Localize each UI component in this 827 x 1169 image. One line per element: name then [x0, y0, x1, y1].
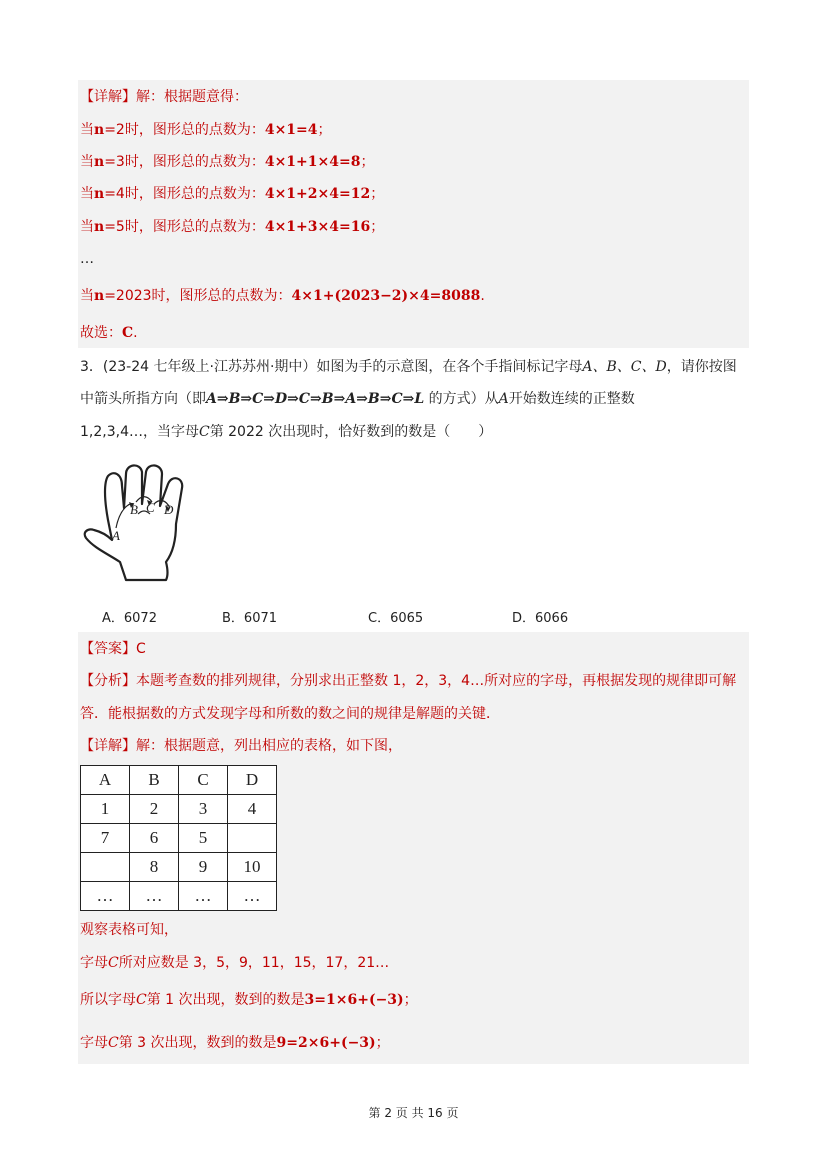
- analysis-line-2: 答．能根据数的方式发现字母和所数的数之间的规律是解题的关键．: [80, 706, 500, 722]
- table-cell: …: [130, 882, 179, 911]
- table-cell: 3: [179, 795, 228, 824]
- hand-label-c: C: [146, 500, 155, 515]
- hand-figure: [80, 458, 208, 586]
- table-cell: B: [130, 766, 179, 795]
- table-cell: D: [228, 766, 277, 795]
- ellipsis: …: [80, 251, 94, 267]
- table-cell: [81, 853, 130, 882]
- table-cell: 7: [81, 824, 130, 853]
- table-cell: A: [81, 766, 130, 795]
- table-cell: 9: [179, 853, 228, 882]
- option-a: A．6072: [102, 611, 157, 626]
- question-line-2: 中箭头所指方向（即A⇒B⇒C⇒D⇒C⇒B⇒A⇒B⇒C⇒L 的方式）从A开始数连续的正整数: [80, 391, 635, 407]
- c-values-line: 字母C所对应数是 3，5，9，11，15，17，21…: [80, 955, 390, 971]
- table-cell: 8: [130, 853, 179, 882]
- hand-label-a: A: [112, 528, 120, 543]
- case-line-2023: 当n=2023时，图形总的点数为：4×1+(2023−2)×4=8088.: [80, 288, 485, 304]
- table-row: [81, 882, 277, 911]
- table-cell: 10: [228, 853, 277, 882]
- case-line-1: 当n=2时，图形总的点数为：4×1=4；: [80, 122, 332, 138]
- first-occurrence-line: 所以字母C第 1 次出现，数到的数是3=1×6+(−3)；: [80, 992, 418, 1008]
- table-cell: 2: [130, 795, 179, 824]
- table-cell: 1: [81, 795, 130, 824]
- table-cell: C: [179, 766, 228, 795]
- detail-line: 【详解】解：根据题意，列出相应的表格，如下图，: [80, 738, 402, 754]
- case-line-2: 当n=3时，图形总的点数为：4×1+1×4=8；: [80, 154, 375, 170]
- table-row: [81, 795, 277, 824]
- observe-line: 观察表格可知，: [80, 922, 178, 938]
- option-b: B．6071: [222, 611, 278, 626]
- analysis-line-1: 【分析】本题考查数的排列规律，分别求出正整数 1，2，3，4…所对应的字母，再根据发现的规律即可解: [80, 673, 737, 689]
- hand-label-d: D: [164, 502, 174, 517]
- table-row: [81, 853, 277, 882]
- case-line-4: 当n=5时，图形总的点数为：4×1+3×4=16；: [80, 219, 385, 235]
- table-cell: …: [228, 882, 277, 911]
- option-c: C．6065: [368, 611, 424, 626]
- table-cell: 4: [228, 795, 277, 824]
- option-d: D．6066: [512, 611, 569, 626]
- third-occurrence-line: 字母C第 3 次出现，数到的数是9=2×6+(−3)；: [80, 1035, 390, 1051]
- case-line-3: 当n=4时，图形总的点数为：4×1+2×4=12；: [80, 186, 385, 202]
- answer-line: 【答案】C: [80, 641, 146, 657]
- table-row: [81, 766, 277, 795]
- choice-line: 故选：C.: [80, 325, 138, 341]
- question-line-1: 3．(23-24 七年级上·江苏苏州·期中）如图为手的示意图，在各个手指间标记字母A、B、C、D，请你按图: [80, 359, 737, 375]
- table-cell: 6: [130, 824, 179, 853]
- table-cell: …: [81, 882, 130, 911]
- table-cell: …: [179, 882, 228, 911]
- table-cell: 5: [179, 824, 228, 853]
- page-footer: 第 2 页 共 16 页: [368, 1106, 459, 1120]
- hand-label-b: B: [130, 502, 138, 517]
- table-cell: [228, 824, 277, 853]
- count-table: [80, 765, 277, 911]
- question-line-3: 1,2,3,4…，当字母C第 2022 次出现时，恰好数到的数是（ ）: [80, 424, 493, 440]
- detail-heading: 【详解】解：根据题意得：: [80, 89, 248, 105]
- table-row: [81, 824, 277, 853]
